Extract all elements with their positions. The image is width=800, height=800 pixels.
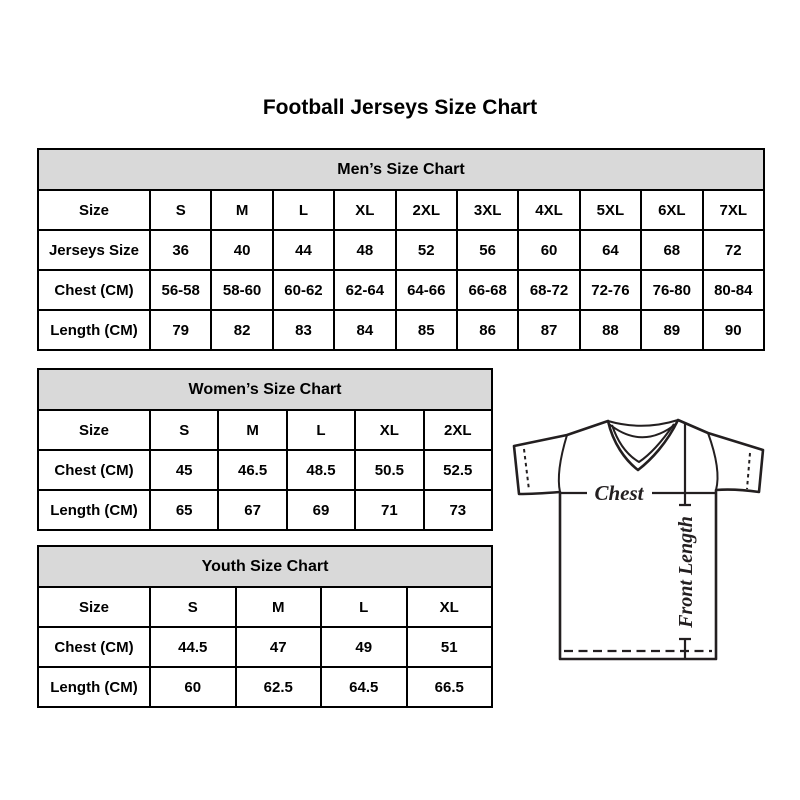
- value-cell: 44: [273, 230, 334, 270]
- value-cell: 89: [641, 310, 702, 350]
- table-row: [38, 450, 492, 490]
- row-label-cell: Chest (CM): [38, 450, 150, 490]
- value-cell: 64.5: [321, 667, 407, 707]
- row-label-cell: Size: [38, 587, 150, 627]
- value-cell: 86: [457, 310, 518, 350]
- value-cell: 7XL: [703, 190, 764, 230]
- jersey-outline-shape: [514, 420, 763, 659]
- value-cell: S: [150, 190, 211, 230]
- row-label-cell: Chest (CM): [38, 627, 150, 667]
- value-cell: L: [287, 410, 355, 450]
- table-row: [38, 410, 492, 450]
- value-cell: 62.5: [236, 667, 322, 707]
- value-cell: 72-76: [580, 270, 641, 310]
- row-label-cell: Length (CM): [38, 667, 150, 707]
- row-label-cell: Length (CM): [38, 490, 150, 530]
- table-row: [38, 490, 492, 530]
- row-label-cell: Length (CM): [38, 310, 150, 350]
- value-cell: L: [273, 190, 334, 230]
- value-cell: 64-66: [396, 270, 457, 310]
- value-cell: 62-64: [334, 270, 395, 310]
- mens-table: [37, 148, 765, 351]
- value-cell: 52: [396, 230, 457, 270]
- table-row: [38, 310, 764, 350]
- mens-table-title: Men’s Size Chart: [38, 149, 764, 190]
- value-cell: S: [150, 587, 236, 627]
- value-cell: 48.5: [287, 450, 355, 490]
- value-cell: 69: [287, 490, 355, 530]
- youth-table-title: Youth Size Chart: [38, 546, 492, 587]
- table-row: [38, 270, 764, 310]
- value-cell: XL: [355, 410, 423, 450]
- value-cell: 36: [150, 230, 211, 270]
- row-label-cell: Chest (CM): [38, 270, 150, 310]
- value-cell: 6XL: [641, 190, 702, 230]
- value-cell: M: [218, 410, 286, 450]
- value-cell: 2XL: [396, 190, 457, 230]
- value-cell: L: [321, 587, 407, 627]
- table-header-row: [38, 149, 764, 190]
- value-cell: XL: [407, 587, 493, 627]
- value-cell: 64: [580, 230, 641, 270]
- value-cell: XL: [334, 190, 395, 230]
- value-cell: 76-80: [641, 270, 702, 310]
- value-cell: 72: [703, 230, 764, 270]
- womens-table: [37, 368, 493, 531]
- value-cell: 44.5: [150, 627, 236, 667]
- value-cell: 46.5: [218, 450, 286, 490]
- page-title: Football Jerseys Size Chart: [262, 96, 538, 119]
- front-length-label: Front Length: [675, 516, 697, 628]
- chest-label: Chest: [594, 481, 644, 505]
- table-row: [38, 190, 764, 230]
- value-cell: 68: [641, 230, 702, 270]
- value-cell: S: [150, 410, 218, 450]
- value-cell: 2XL: [424, 410, 492, 450]
- youth-size-table: [37, 545, 493, 708]
- value-cell: 65: [150, 490, 218, 530]
- table-header-row: [38, 546, 492, 587]
- right-armhole-seam: [708, 433, 718, 490]
- value-cell: 5XL: [580, 190, 641, 230]
- value-cell: 82: [211, 310, 272, 350]
- value-cell: M: [236, 587, 322, 627]
- value-cell: 71: [355, 490, 423, 530]
- jersey-measurement-diagram: [505, 398, 775, 664]
- womens-table-title: Women’s Size Chart: [38, 369, 492, 410]
- value-cell: 50.5: [355, 450, 423, 490]
- value-cell: 66-68: [457, 270, 518, 310]
- value-cell: 90: [703, 310, 764, 350]
- row-label-cell: Jerseys Size: [38, 230, 150, 270]
- row-label-cell: Size: [38, 410, 150, 450]
- value-cell: M: [211, 190, 272, 230]
- value-cell: 51: [407, 627, 493, 667]
- value-cell: 87: [518, 310, 579, 350]
- womens-size-table: [37, 368, 493, 531]
- value-cell: 56-58: [150, 270, 211, 310]
- value-cell: 60: [518, 230, 579, 270]
- value-cell: 60: [150, 667, 236, 707]
- table-row: [38, 667, 492, 707]
- value-cell: 88: [580, 310, 641, 350]
- value-cell: 45: [150, 450, 218, 490]
- value-cell: 52.5: [424, 450, 492, 490]
- value-cell: 68-72: [518, 270, 579, 310]
- table-row: [38, 587, 492, 627]
- collar-back-arc-icon: [608, 420, 678, 426]
- value-cell: 58-60: [211, 270, 272, 310]
- value-cell: 66.5: [407, 667, 493, 707]
- row-label-cell: Size: [38, 190, 150, 230]
- value-cell: 73: [424, 490, 492, 530]
- value-cell: 3XL: [457, 190, 518, 230]
- value-cell: 47: [236, 627, 322, 667]
- value-cell: 83: [273, 310, 334, 350]
- table-header-row: [38, 369, 492, 410]
- value-cell: 84: [334, 310, 395, 350]
- table-row: [38, 230, 764, 270]
- value-cell: 79: [150, 310, 211, 350]
- left-cuff-dashed-line: [524, 449, 529, 490]
- value-cell: 48: [334, 230, 395, 270]
- value-cell: 49: [321, 627, 407, 667]
- youth-table: [37, 545, 493, 708]
- value-cell: 85: [396, 310, 457, 350]
- right-cuff-dashed-line: [747, 453, 750, 489]
- value-cell: 40: [211, 230, 272, 270]
- left-armhole-seam: [559, 435, 567, 492]
- value-cell: 67: [218, 490, 286, 530]
- value-cell: 60-62: [273, 270, 334, 310]
- value-cell: 80-84: [703, 270, 764, 310]
- value-cell: 56: [457, 230, 518, 270]
- mens-size-table: [37, 148, 765, 351]
- table-row: [38, 627, 492, 667]
- value-cell: 4XL: [518, 190, 579, 230]
